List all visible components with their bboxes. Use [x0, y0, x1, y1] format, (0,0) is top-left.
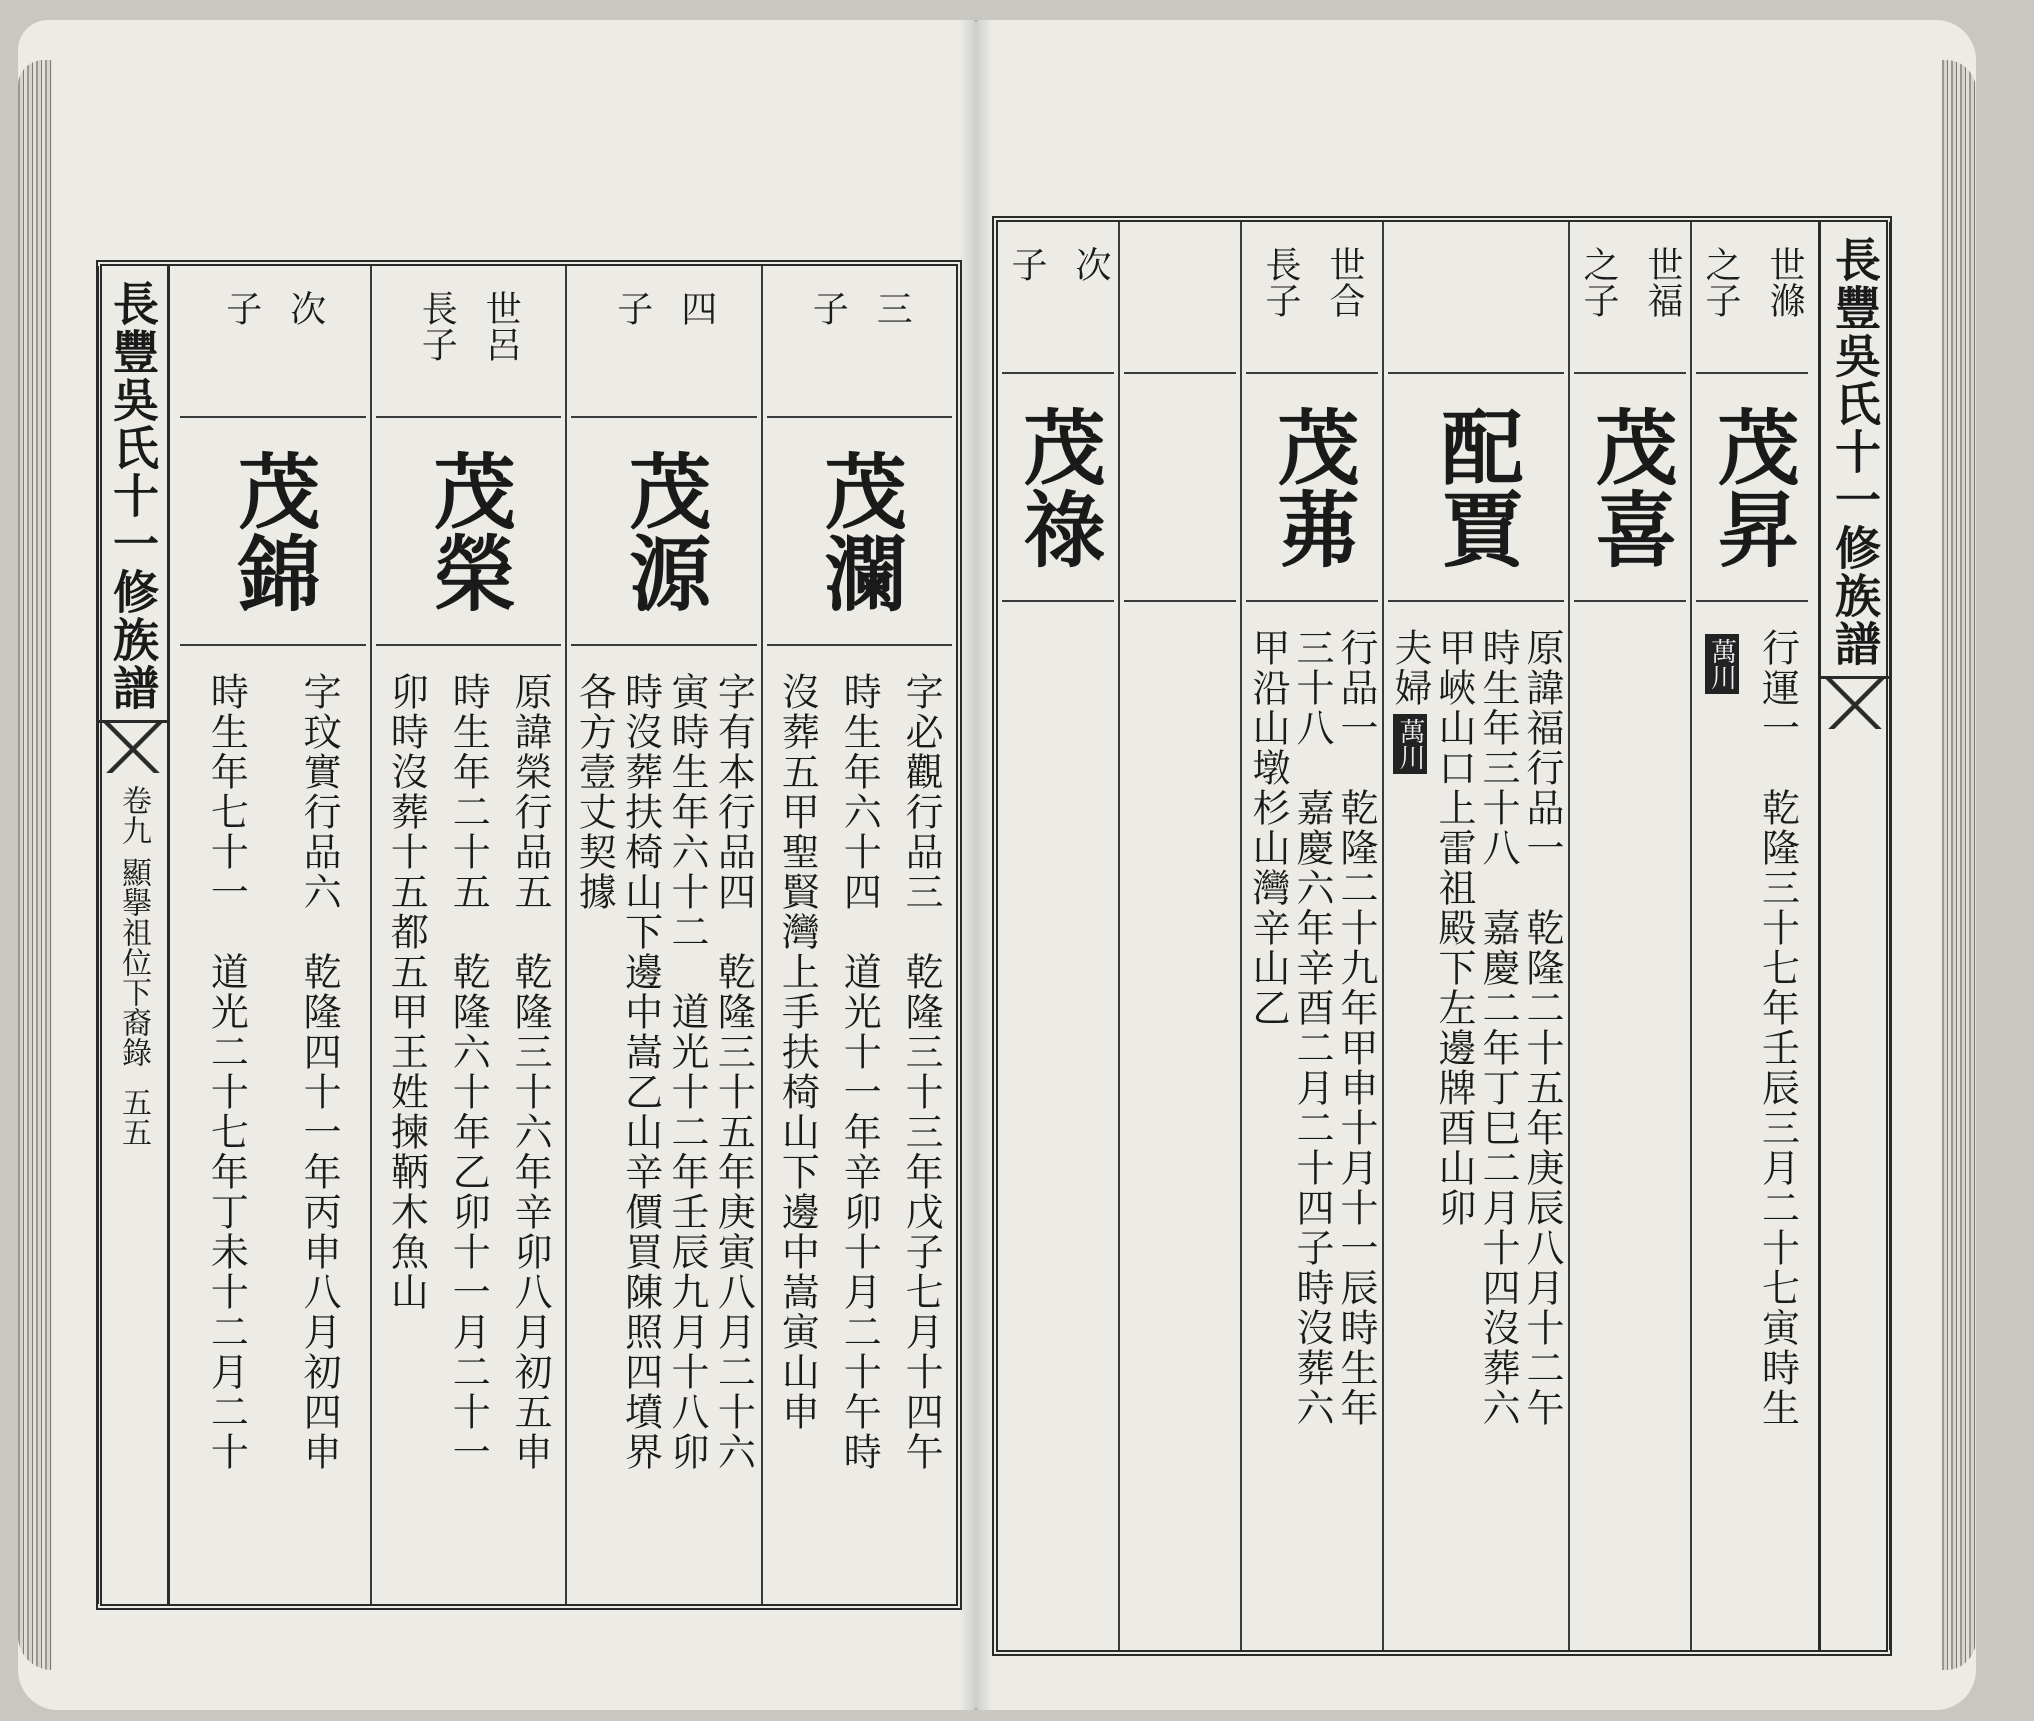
relation-note: 世福 之子 — [1578, 246, 1683, 318]
relation-note: 四 子 — [611, 290, 717, 326]
relation-note: 世呂 長子 — [416, 290, 522, 362]
biography — [1002, 602, 1114, 1650]
left-entry-columns — [176, 266, 956, 1604]
bio-line: 三十八 嘉慶六年辛酉二月二十四子時沒葬六 — [1290, 628, 1334, 1428]
name-seal: 萬川 — [1393, 714, 1427, 774]
book-title: 長豐吳氏十一修族譜 — [106, 280, 160, 712]
relation-note: 次 子 — [220, 290, 326, 326]
bio-line: 原諱榮行品五 乾隆三十六年辛卯八月初五申 — [508, 672, 553, 1472]
genealogy-entry — [1382, 222, 1568, 1650]
person-name: 茂榮 — [376, 416, 562, 646]
right-page — [976, 20, 1976, 1710]
genealogy-entry — [998, 222, 1118, 1650]
relation-note: 世滌 之子 — [1700, 246, 1805, 318]
left-banner — [96, 266, 170, 1604]
genealogy-entry-empty — [1118, 222, 1240, 1650]
biography — [1696, 602, 1808, 1650]
genealogy-entry — [1690, 222, 1812, 1650]
fishtail-ornament — [96, 720, 170, 773]
biography — [571, 646, 757, 1604]
fishtail-ornament — [1818, 676, 1892, 729]
person-name: 茂喜 — [1574, 372, 1686, 602]
person-name: 茂瀾 — [767, 416, 953, 646]
right-entry-columns — [998, 222, 1812, 1650]
biography — [1388, 602, 1564, 1650]
section-label: 顯擧祖位下裔錄 — [116, 857, 151, 1067]
bio-line: 字必觀行品三 乾隆三十三年戊子七月十四午 — [899, 672, 944, 1472]
person-name: 茂茀 — [1246, 372, 1378, 602]
genealogy-entry — [1568, 222, 1690, 1650]
biography — [1246, 602, 1378, 1650]
bio-line: 各方壹丈契據 — [572, 672, 617, 912]
person-name: 茂祿 — [1002, 372, 1114, 602]
right-spine-shadow — [976, 20, 992, 1710]
bio-line: 甲峽山口上雷祖殿下左邊牌酉山卯 — [1432, 628, 1476, 1228]
bio-line: 甲沿山墩杉山灣辛山乙 — [1246, 628, 1290, 1028]
genealogy-entry — [370, 266, 566, 1604]
person-name — [1124, 372, 1236, 602]
genealogy-entry — [565, 266, 761, 1604]
left-spine-shadow — [960, 20, 976, 1710]
right-text-frame — [992, 216, 1892, 1656]
right-fore-edge — [1942, 60, 1976, 1670]
person-name: 茂源 — [571, 416, 757, 646]
spouse-name: 配賈 — [1388, 372, 1564, 602]
right-banner — [1818, 222, 1892, 1650]
bio-line: 寅時生年六十二 道光十二年壬辰九月十八卯 — [664, 672, 709, 1472]
bio-line: 行運一 乾隆三十七年壬辰三月二十七寅時生 — [1755, 628, 1800, 1428]
biography — [376, 646, 562, 1604]
bio-line: 字有本行品四 乾隆三十五年庚寅八月二十六 — [711, 672, 756, 1472]
name-seal: 萬川 — [1705, 634, 1739, 694]
seal-label: 夫婦 — [1388, 628, 1432, 708]
bio-line: 原諱福行品一 乾隆二十五年庚辰八月十二午 — [1520, 628, 1564, 1428]
genealogy-entry — [176, 266, 370, 1604]
genealogy-entry — [761, 266, 957, 1604]
biography — [180, 646, 366, 1604]
bio-line: 時沒葬扶椅山下邊中嵩乙山辛價買陳照四墳界 — [618, 672, 663, 1472]
left-fore-edge — [18, 60, 52, 1670]
biography — [1124, 602, 1236, 1650]
bio-line: 沒葬五甲聖賢灣上手扶椅山下邊中嵩寅山申 — [775, 672, 820, 1432]
relation-note: 三 子 — [807, 290, 913, 326]
bio-line: 時生年三十八 嘉慶二年丁巳二月十四沒葬六 — [1476, 628, 1520, 1428]
biography — [1574, 602, 1686, 1650]
left-page — [18, 20, 976, 1710]
volume-label: 卷九 — [116, 785, 151, 845]
relation-note: 次 子 — [1006, 246, 1111, 282]
bio-line: 卯時沒葬十五都五甲王姓揀鞆木魚山 — [384, 672, 429, 1312]
genealogy-entry — [1240, 222, 1382, 1650]
person-name: 茂昇 — [1696, 372, 1808, 602]
person-name: 茂錦 — [180, 416, 366, 646]
bio-line: 時生年七十一 道光二十七年丁未十二月二十 — [204, 672, 249, 1472]
biography — [767, 646, 953, 1604]
bio-line: 時生年二十五 乾隆六十年乙卯十一月二十一 — [446, 672, 491, 1472]
book-title: 長豐吳氏十一修族譜 — [1828, 236, 1882, 668]
left-text-frame — [96, 260, 962, 1610]
relation-note: 世合 長子 — [1260, 246, 1365, 318]
bio-line: 字玟實行品六 乾隆四十一年丙申八月初四申 — [297, 672, 342, 1472]
page-number: 五五 — [116, 1087, 151, 1147]
bio-line: 時生年六十四 道光十一年辛卯十月二十午時 — [837, 672, 882, 1472]
bio-line: 行品一 乾隆二十九年甲申十月十一辰時生年 — [1334, 628, 1378, 1428]
